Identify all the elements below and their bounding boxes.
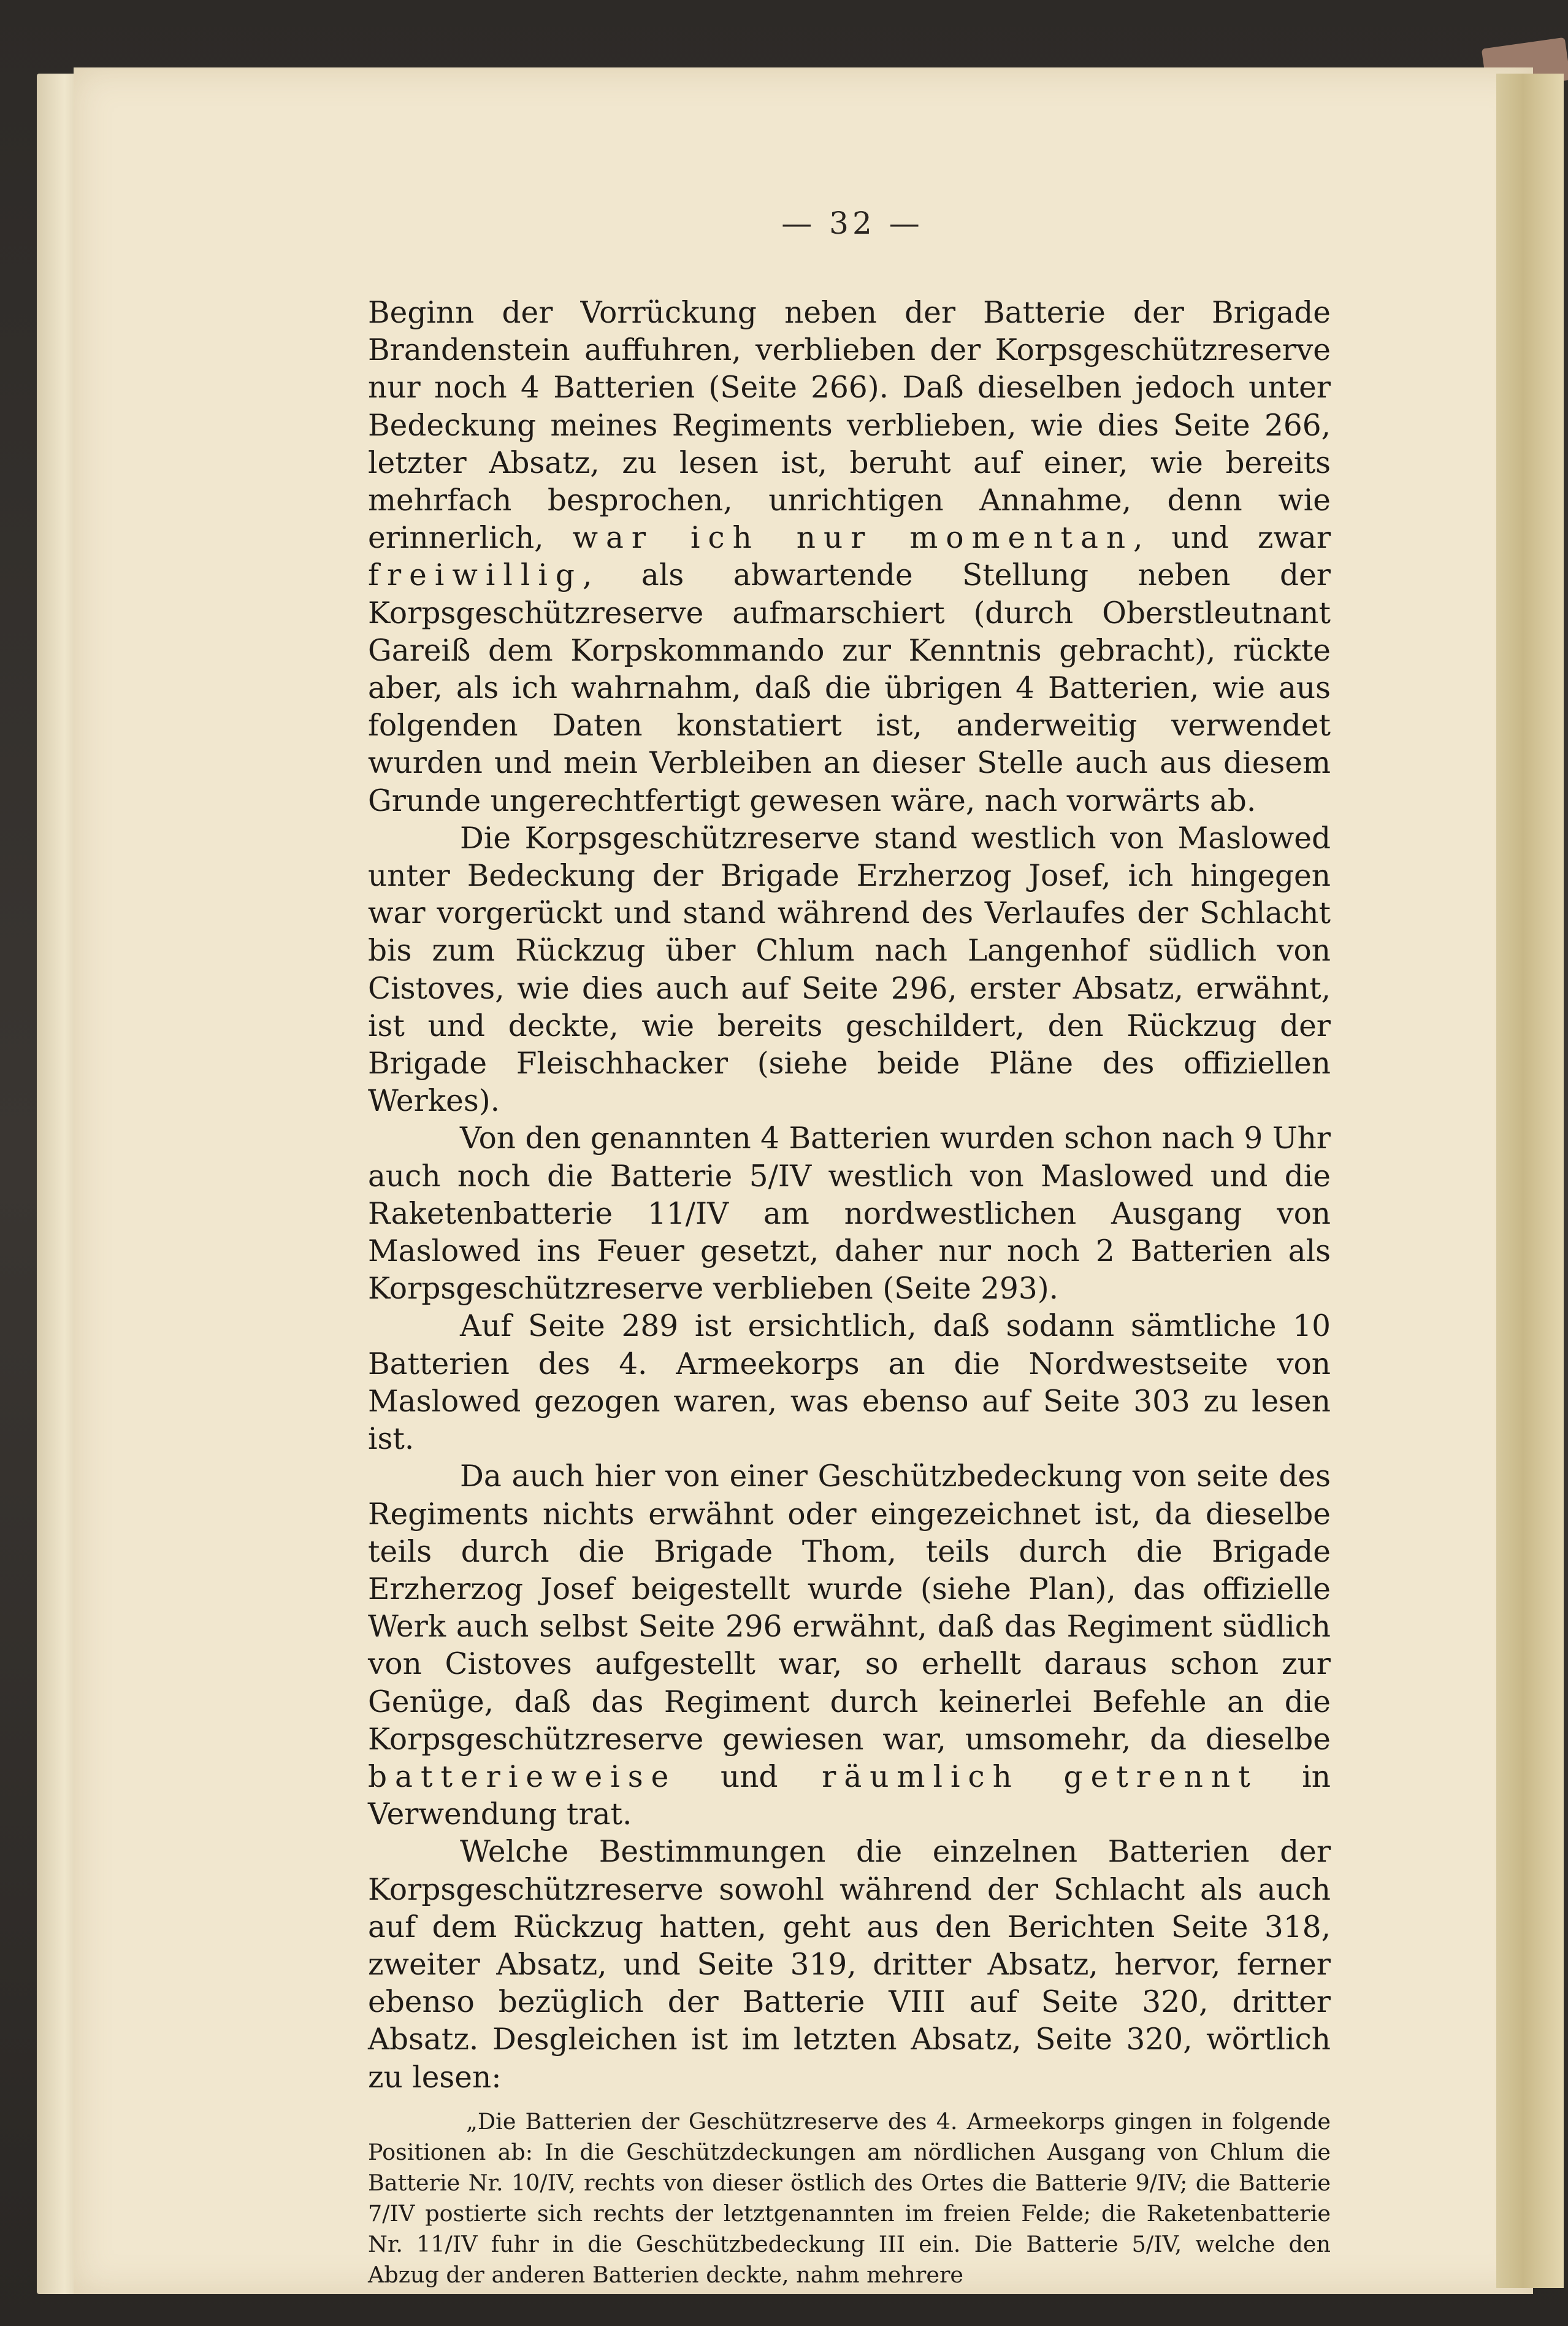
space — [1020, 1760, 1064, 1794]
page-number: — 32 — — [781, 205, 924, 241]
page-body — [368, 294, 1331, 2290]
paragraph-6: Welche Bestimmungen die einzelnen Batterien der Korpsgeschützreserve sowohl während der Schlacht als auch auf dem Rückzug hatten, geht aus den Berichten Seite 318, zweiter Absatz, und Seite 319, dritter Absatz, hervor, ferner ebenso bezüglich der Batterie VIII auf Seite 320, dritter Absatz. Desgleichen ist im letzten Absatz, Seite 320, wörtlich zu lesen: — [368, 1835, 1331, 2095]
quote-text: „Die Batterien der Geschützreserve des 4. Armeekorps gingen in folgende Positionen ab: In die Geschützdeckungen am nördlichen Ausgang von Chlum die Batterie Nr. 10/IV, rechts von dieser östlich des Ortes die Batterie 9/IV; die Batterie 7/IV postierte sich rechts der letztgenannten im freien Felde; die Raketenbatterie Nr. 11/IV fuhr in die Geschützbedeckung III ein. Die Batterie 5/IV, welche den Abzug der anderen Batterien deckte, nahm mehrere — [368, 2108, 1331, 2288]
block-quote — [368, 2106, 1331, 2290]
paragraph-5-text: Da auch hier von einer Geschützbedeckung von seite des Regiments nichts erwähnt oder eingezeichnet ist, da dieselbe teils durch die Brigade Thom, teils durch die Brigade Erzherzog Josef beigestellt wurde (siehe Plan), das offizielle Werk auch selbst Seite 296 erwähnt, daß das Regiment südlich von Cistoves aufgestellt war, so erhellt daraus schon zur Genüge, daß das Regiment durch keinerlei Befehle an die Korpsgeschützreserve gewiesen war, umsomehr, da dieselbe — [368, 1459, 1331, 1757]
paragraph-2: Die Korpsgeschützreserve stand westlich von Maslowed unter Bedeckung der Brigade Erzherzog Josef, ich hingegen war vorgerückt und stand während des Verlaufes der Schlacht bis zum Rückzug über Chlum nach Langenhof südlich von Cistoves, wie dies auch auf Seite 296, erster Absatz, erwähnt, ist und deckte, wie bereits geschildert, den Rückzug der Brigade Fleischhacker (siehe beide Pläne des offiziellen Werkes). — [368, 821, 1331, 1119]
emphasis-freiwillig: freiwillig — [368, 558, 583, 593]
emphasis-batterieweise: batterieweise — [368, 1759, 677, 1794]
paragraph-1-rest: , als abwartende Stellung neben der Korpsgeschützreserve aufmarschiert (durch Oberstleutnant Gareiß dem Korpskommando zur Kenntnis gebracht), rückte aber, als ich wahrnahm, daß die übrigen 4 Batterien, wie aus folgenden Daten konstatiert ist, anderweitig verwendet wurden und mein Verbleiben an dieser Stelle auch aus diesem Grunde ungerechtfertigt gewesen wäre, nach vorwärts ab. — [368, 558, 1331, 818]
emphasis-getrennt: getrennt — [1063, 1759, 1258, 1794]
emphasis-momentan: war ich nur momentan — [572, 521, 1134, 556]
paragraph-5-end: in Verwendung trat. — [368, 1759, 1331, 1832]
paragraph-1 — [368, 294, 1331, 820]
paragraph-3: Von den genannten 4 Batterien wurden schon nach 9 Uhr auch noch die Batterie 5/IV westlich von Maslowed und die Raketenbatterie 11/IV am nordwestlichen Ausgang von Maslowed ins Feuer gesetzt, daher nur noch 2 Batterien als Korpsgeschützreserve verblieben (Seite 293). — [368, 1121, 1331, 1307]
paragraph-5 — [368, 1458, 1331, 1833]
emphasis-raeumlich: räumlich — [822, 1759, 1020, 1794]
paragraph-4: Auf Seite 289 ist ersichtlich, daß sodann sämtliche 10 Batterien des 4. Armeekorps an die Nordwestseite von Maslowed gezogen waren, was ebenso auf Seite 303 zu lesen ist. — [368, 1309, 1331, 1457]
page-stack-right — [1496, 74, 1564, 2288]
paragraph-1-and: , und zwar — [1133, 521, 1331, 556]
word-und: und — [676, 1759, 822, 1794]
paragraph-1-text: Beginn der Vorrückung neben der Batterie der Brigade Brandenstein auffuhren, verblieben der Korpsgeschützreserve nur noch 4 Batterien (Seite 266). Daß dieselben jedoch unter Bedeckung meines Regiments verblieben, wie dies Seite 266, letzter Absatz, zu lesen ist, beruht auf einer, wie bereits mehrfach besprochen, unrichtigen Annahme, denn wie erinnerlich, — [368, 296, 1331, 556]
